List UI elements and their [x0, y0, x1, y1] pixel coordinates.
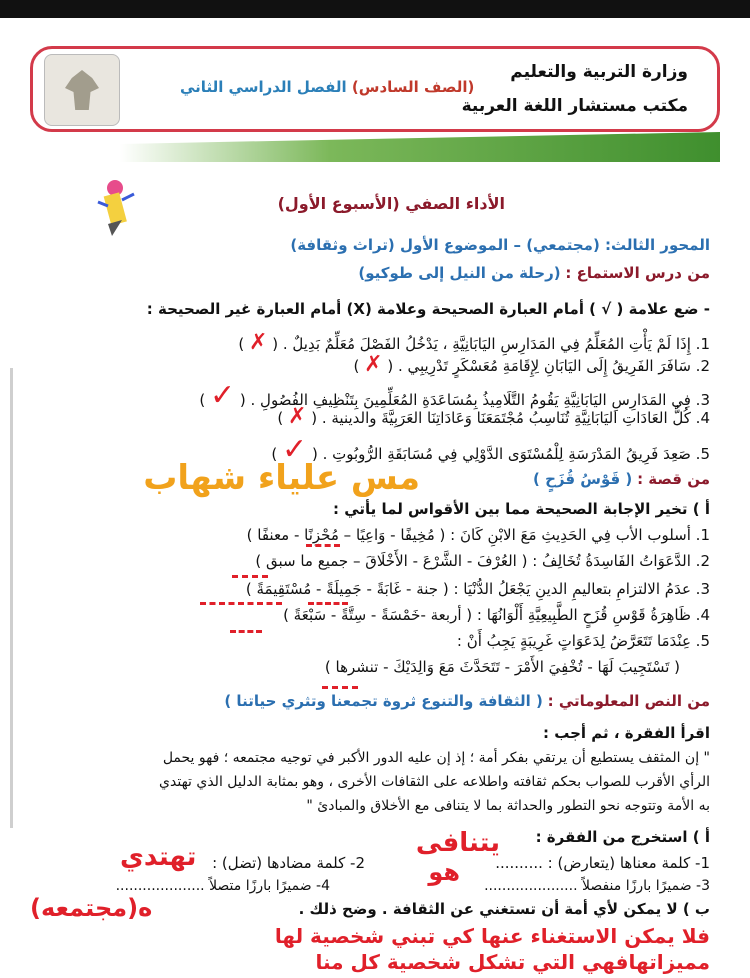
story-heading [533, 470, 710, 488]
story-item-3: 3. عدَمُ الالتزامِ بتعاليمِ الدينِ يَجْعَلُ الدُّنْيَا : ( جنة - غَابَةً - جَمِيلَةً - مُسْتَقِيمَةً ) [245, 580, 710, 598]
story-instruction: أ ) تخير الإجابة الصحيحة مما بين الأقواس لما يأتي : [333, 500, 710, 518]
q1-item-5-text: 5. صَعِدَ فَرِيقُ المَدْرَسَةِ لِلْمُسْتَوَى الدَّوْلِي فِي مُسَابَقَةِ الرُّوبُوتِ . ( [311, 445, 710, 463]
paragraph-line-2: الرأي الأقرب للصواب بحكم ثقافته واطلاعه على الثقافات الأخرى ، وهو بمثابة الدليل الذي تهتدي [159, 774, 710, 790]
extract-2: 2- كلمة مضادها (تضل) : [212, 854, 365, 872]
answer-yatanafa: يتنافى [415, 828, 500, 858]
listening-title: (رحلة من النيل إلى طوكيو) [358, 264, 561, 282]
header-green-band [120, 132, 720, 162]
term-label: الفصل الدراسي الثاني [180, 78, 347, 96]
q1-mark-3: ✓ [209, 378, 236, 413]
section-title: الأداء الصفي (الأسبوع الأول) [277, 194, 505, 213]
info-label: من النص المعلوماتي : [547, 692, 710, 710]
paragraph-line-1: " إن المثقف يستطيع أن يرتقي بفكر أمة ؛ إذ إن عليه الدور الأكبر في توجيه مجتمعه ؛ فهو يحمل [162, 750, 710, 766]
answer-mujtamaah: ه(مجتمعه) [30, 894, 153, 922]
answer-b-line-2: مميزاتهافهي التي تشكل شخصية كل منا [315, 950, 710, 974]
q1-item-1-text: 1. إِذَا لَمْ يَأْتِ المُعَلِّمُ فِي المَدَارِسِ اليَابَانِيَّةِ ، يَدْخُلُ الفَصْلَ مُعَلِّمٌ بَدِيلٌ . ( [272, 335, 710, 353]
q1-close-2: ) [353, 357, 360, 375]
q1-item-4 [277, 404, 710, 429]
q1-item-3-text: 3. فِي المَدَارِسِ اليَابَانِيَّةِ يَقُومُ التَّلَامِيذُ بِمُسَاعَدَةِ المُعَلِّمِينَ بِتَنْظِيفِ الفُصُولِ . ( [239, 391, 710, 409]
info-heading [224, 692, 710, 710]
teacher-signature: مس علياء شهاب [143, 458, 420, 498]
extract-instruction: أ ) استخرج من الفقرة : [535, 828, 710, 846]
answer-underline-4 [308, 602, 348, 605]
office-name: مكتب مستشار اللغة العربية [461, 96, 688, 116]
q1-item-4-text: 4. كُلُّ العَادَاتِ اليَابَانِيَّةِ تُنَاسِبُ مُجْتَمَعَنَا وَعَادَاتِنَا العَرَبِيَّةَ والدينية . ( [311, 409, 710, 427]
story-item-5: 5. عِنْدَمَا تَتَعَرَّضُ لِدَعَوَاتٍ غَرِيبَةٍ يَجِبُ أَنْ : [456, 632, 710, 650]
answer-underline-3 [200, 602, 282, 605]
grade-label: (الصف السادس) [351, 78, 475, 96]
story-item-1: 1. أسلوب الأب فِي الحَدِيثِ مَعَ الابْنِ كَانَ : ( مُخِيفًا - وَاعِيًا – مُحْزِنًا - معنفًا ) [246, 526, 710, 544]
q1-close-4: ) [277, 409, 284, 427]
top-status-bar [0, 0, 750, 18]
q1-instruction: - ضع علامة ( √ ) أمام العبارة الصحيحة وعلامة (X) أمام العبارة غير الصحيحة : [146, 300, 710, 318]
answer-huwa: هو [428, 858, 460, 886]
q1-close-3: ) [199, 391, 206, 409]
eagle-icon [65, 70, 99, 110]
question-b: ب ) لا يمكن لأي أمة أن تستغني عن الثقافة . وضح ذلك . [298, 900, 710, 918]
info-read: اقرأ الفقرة ، ثم أجب : [542, 724, 710, 742]
q1-item-2-text: 2. سَافَرَ الفَرِيقُ إِلَى اليَابَانِ لِإِقَامَةِ مُعَسْكَرٍ تَدْرِيبِي . ( [387, 357, 710, 375]
ministry-name: وزارة التربية والتعليم [510, 62, 688, 82]
answer-underline-1 [306, 544, 340, 547]
listening-heading [358, 264, 710, 282]
scroll-indicator [10, 368, 13, 828]
extract-3: 3- ضميرًا بارزًا منفصلاً ..................... [484, 878, 710, 894]
answer-tahtadi: تهتدي [120, 842, 197, 872]
ministry-logo [44, 54, 120, 126]
grade-term [180, 78, 474, 96]
answer-underline-5 [230, 630, 262, 633]
q1-mark-4: ✗ [288, 404, 307, 429]
q1-mark-2: ✗ [364, 352, 383, 377]
listening-label: من درس الاستماع : [565, 264, 710, 282]
story-item-2: 2. الدَّعَوَاتُ الفَاسِدَةُ تُخَالِفُ : ( العُرْفَ - الشَّرْعَ - الأَخْلَاقَ – جميع ما سبق ) [255, 552, 710, 570]
answer-underline-6 [322, 686, 358, 689]
extract-1: 1- كلمة معناها (يتعارض) : .......... [495, 854, 710, 872]
q1-item-2 [354, 352, 711, 377]
story-item-5-options: ( تَسْتَجِيبَ لَهَا - تُخْفِيَ الأَمْرَ - تَتَحَدَّثَ مَعَ وَالِدَيْكَ - تنشرها ) [324, 658, 680, 676]
paragraph-line-3: به الأمة وتتوجه نحو التطور والحداثة بما لا يتنافى مع الأخلاق والمبادئ " [306, 798, 710, 814]
answer-underline-2 [232, 575, 268, 578]
story-item-4: 4. ظَاهِرَةُ قَوْسِ قُزَحٍ الطَّبِيعِيَّةِ أَلْوَانُهَا : ( أربعة -خَمْسَةً - سِتَّةً - سَبْعَةً ) [283, 606, 710, 624]
pencil-character-icon [92, 178, 138, 238]
info-title: ( الثقافة والتنوع ثروة تجمعنا وتثري حياتنا ) [224, 692, 543, 710]
q1-mark-5: ✓ [282, 432, 308, 467]
q1-close-5: ) [271, 445, 278, 463]
story-title: ( قَوْسُ قُزَحٍ ) [533, 470, 633, 488]
story-label: من قصة : [637, 470, 710, 488]
answer-b-line-1: فلا يمكن الاستغناء عنها كي تبني شخصية لها [274, 924, 710, 948]
extract-4: 4- ضميرًا بارزًا متصلاً .................... [115, 878, 330, 894]
q1-close-1: ) [238, 335, 245, 353]
axis-title: المحور الثالث: (مجتمعي) – الموضوع الأول (تراث وثقافة) [290, 236, 710, 254]
q1-mark-1: ✗ [249, 330, 268, 355]
